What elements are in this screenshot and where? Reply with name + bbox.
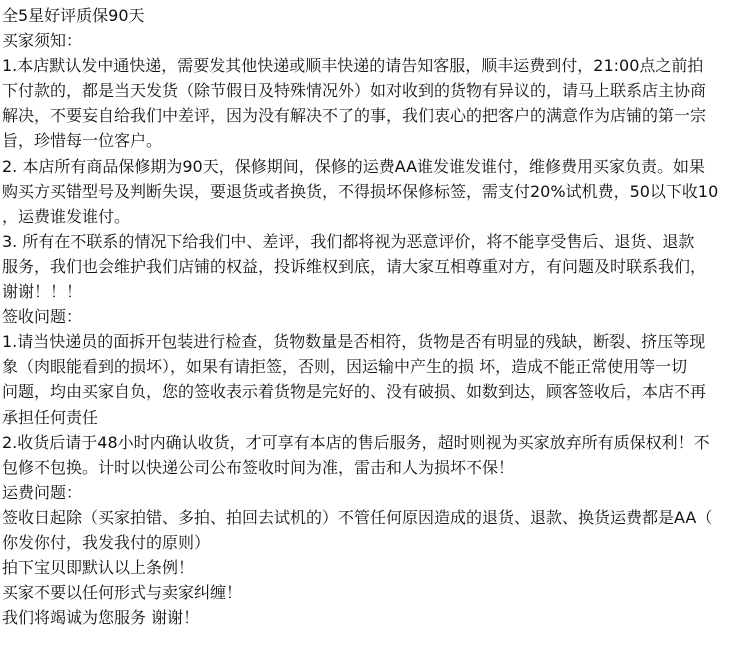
text-line: 你发你付，我发我付的原则） <box>2 532 211 552</box>
closing-line: 我们将竭诚为您服务 谢谢！ <box>2 608 200 628</box>
text-line: 旨，珍惜每一位客户。 <box>2 131 163 151</box>
text-line: 下付款的，都是当天发货（除节假日及特殊情况外）如对收到的货物有异议的，请马上联系店主协商 <box>2 81 707 101</box>
text-line: 买家不要以任何形式与卖家纠缠！ <box>2 583 243 603</box>
text-line: 3. 所有在不联系的情况下给我们中、差评，我们都将视为恶意评价，将不能享受售后、退货、退款 <box>2 231 695 251</box>
text-line: 谢谢！！！ <box>2 282 83 302</box>
section-heading-shipping-fee: 运费问题： <box>2 482 83 502</box>
text-line: 1.本店默认发中通快递，需要发其他快递或顺丰快递的请告知客服，顺丰运费到付，21:00点之前拍 <box>2 56 704 76</box>
text-line: 拍下宝贝即默认以上条例！ <box>2 558 195 578</box>
text-line: 签收日起除（买家拍错、多拍、拍回去试机的）不管任何原因造成的退货、退款、换货运费都是AA（ <box>2 507 713 527</box>
section-heading-receipt: 签收问题： <box>2 307 83 327</box>
text-line: 包修不包换。计时以快递公司公布签收时间为准，雷击和人为损坏不保！ <box>2 457 515 477</box>
text-line: 2. 本店所有商品保修期为90天，保修期间，保修的运费AA谁发谁发谁付，维修费用买家负责。如果 <box>2 156 706 176</box>
text-line: 问题，均由买家自负，您的签收表示着货物是完好的、没有破损、如数到达，顾客签收后，本店不再 <box>2 382 707 402</box>
text-line: 承担任何责任 <box>2 407 99 427</box>
text-line: 1.请当快递员的面拆开包装进行检查，货物数量是否相符，货物是否有明显的残缺，断裂、挤压等现 <box>2 332 706 352</box>
text-line: 解决，不要妄自给我们中差评，因为没有解决不了的事，我们衷心的把客户的满意作为店铺的第一宗 <box>2 106 707 126</box>
text-line: 2.收货后请于48小时内确认收货，才可享有本店的售后服务，超时则视为买家放弃所有质保权利！不 <box>2 432 710 452</box>
text-line: ，运费谁发谁付。 <box>2 206 131 226</box>
section-heading-buyer-notice: 买家须知： <box>2 31 83 51</box>
text-line: 服务，我们也会维护我们店铺的权益，投诉维权到底，请大家互相尊重对方，有问题及时联系我们， <box>2 256 707 276</box>
warranty-headline: 全5星好评质保90天 <box>2 6 145 25</box>
text-line: 象（肉眼能看到的损坏），如果有请拒签，否则，因运输中产生的损 坏，造成不能正常使用等一切 <box>2 357 688 377</box>
text-line: 购买方买错型号及判断失误，要退货或者换货，不得损坏保修标签，需支付20%试机费，50以下收10 <box>2 181 719 201</box>
